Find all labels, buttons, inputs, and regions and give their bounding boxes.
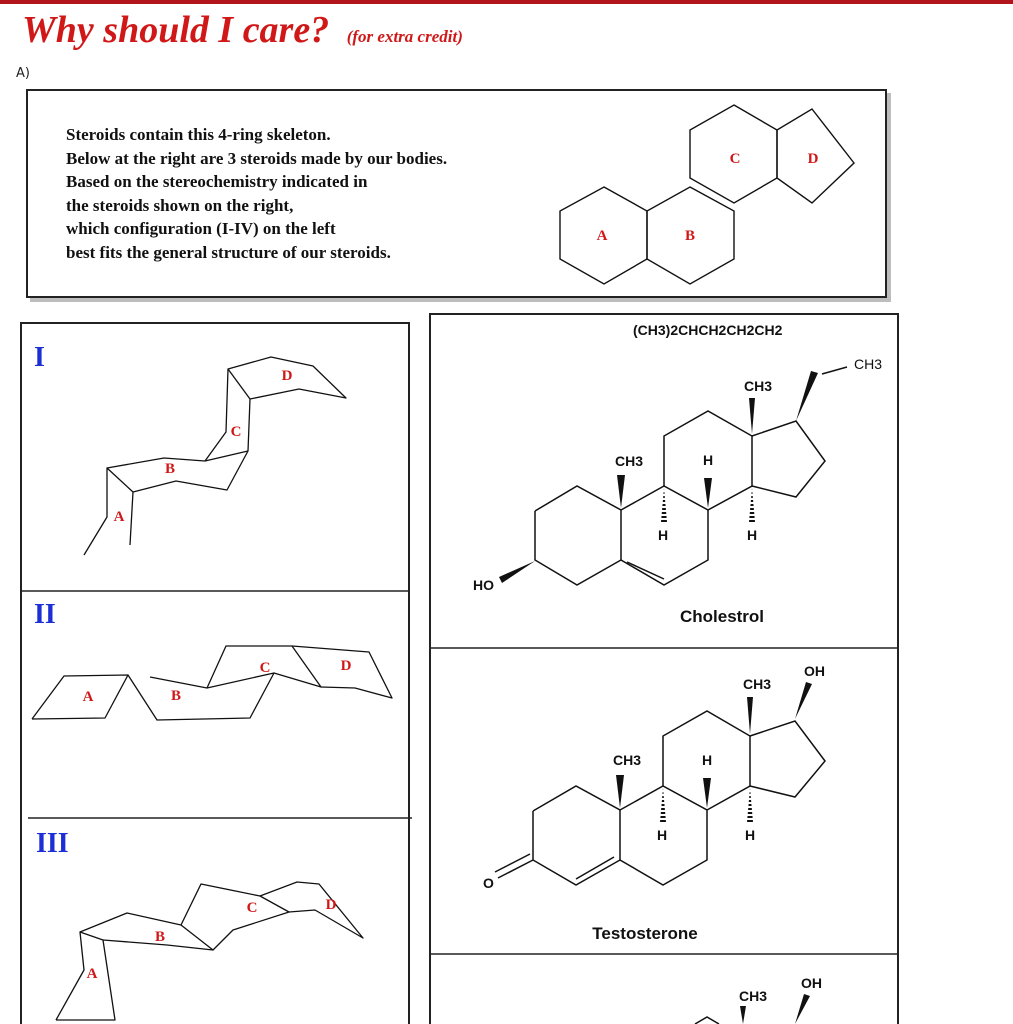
testosterone-h: H (657, 827, 668, 843)
wedge-bond (749, 398, 755, 434)
cholesterol-h: H (747, 527, 758, 543)
intro-line: best fits the general structure of our steroids. (66, 242, 391, 262)
testosterone-h: H (702, 752, 713, 768)
cholesterol-methyl: CH3 (744, 378, 773, 394)
intro-line: Steroids contain this 4-ring skeleton. (66, 125, 331, 144)
title-subtitle: (for extra credit) (346, 27, 463, 46)
wedge-bond (795, 682, 812, 719)
wedge-bond (740, 1006, 746, 1024)
config-numeral-iii: III (36, 828, 69, 859)
config-i-ring-label: B (164, 461, 176, 477)
skeleton-ring-label: D (807, 151, 819, 167)
config-ii-ring-label: C (259, 660, 271, 676)
config-iii-ring-label: D (325, 897, 337, 913)
cholesterol-structure (535, 367, 847, 585)
steroids-frame (430, 314, 898, 1024)
config-i-ring-label: D (281, 368, 293, 384)
intro-line: Based on the stereochemistry indicated in (66, 172, 368, 191)
hash-bond (661, 488, 667, 522)
wedge-bond (617, 475, 625, 508)
config-i-ring-label: A (113, 509, 125, 525)
cholesterol-methyl-branch: CH3 (854, 356, 883, 372)
cholesterol-side-chain: (CH3)2CHCH2CH2CH2 (633, 322, 783, 338)
title-text: Why should I care? (22, 9, 330, 51)
testosterone-h: H (745, 827, 756, 843)
skeleton-ring-label: B (684, 228, 696, 244)
wedge-bond (703, 778, 711, 808)
hash-bond (747, 788, 753, 822)
testosterone-structure (495, 711, 825, 885)
wedge-bond (796, 371, 818, 421)
hash-bond (749, 488, 755, 522)
third-steroid-hydroxyl: OH (801, 975, 822, 991)
wedge-bond (747, 697, 753, 734)
third-steroid-methyl: CH3 (739, 988, 768, 1004)
config-iii-ring-label: A (86, 966, 98, 982)
testosterone-methyl: CH3 (613, 752, 642, 768)
wedge-bond (499, 561, 535, 583)
config-iii-ring-label: B (154, 929, 166, 945)
testosterone-ketone: O (483, 875, 494, 891)
config-ii-ring-label: D (340, 658, 352, 674)
testosterone-methyl: CH3 (743, 676, 772, 692)
question-label: A) (16, 66, 30, 81)
skeleton-ring-label: A (596, 228, 608, 244)
config-numeral-i: I (34, 342, 45, 373)
testosterone-hydroxyl: OH (804, 663, 825, 679)
skeleton-ring-label: C (729, 151, 741, 167)
cholesterol-name: Cholestrol (679, 607, 765, 626)
config-ii-ring-label: B (170, 688, 182, 704)
config-iii-ring-label: C (246, 900, 258, 916)
config-ii-ring-label: A (82, 689, 94, 705)
testosterone-name: Testosterone (592, 924, 698, 943)
wedge-bond (795, 994, 810, 1024)
wedge-bond (616, 775, 624, 808)
cholesterol-h: H (703, 452, 714, 468)
config-i-ring-label: C (230, 424, 242, 440)
cholesterol-hydroxyl: HO (473, 577, 494, 593)
intro-line: which configuration (I-IV) on the left (66, 219, 336, 238)
wedge-bond (704, 478, 712, 508)
config-numeral-ii: II (34, 599, 56, 630)
cholesterol-h: H (658, 527, 669, 543)
third-steroid-structure (695, 1017, 719, 1024)
hash-bond (660, 788, 666, 822)
intro-line: the steroids shown on the right, (66, 195, 294, 215)
cholesterol-methyl: CH3 (615, 453, 644, 469)
intro-line: Below at the right are 3 steroids made by our bodies. (66, 148, 448, 168)
